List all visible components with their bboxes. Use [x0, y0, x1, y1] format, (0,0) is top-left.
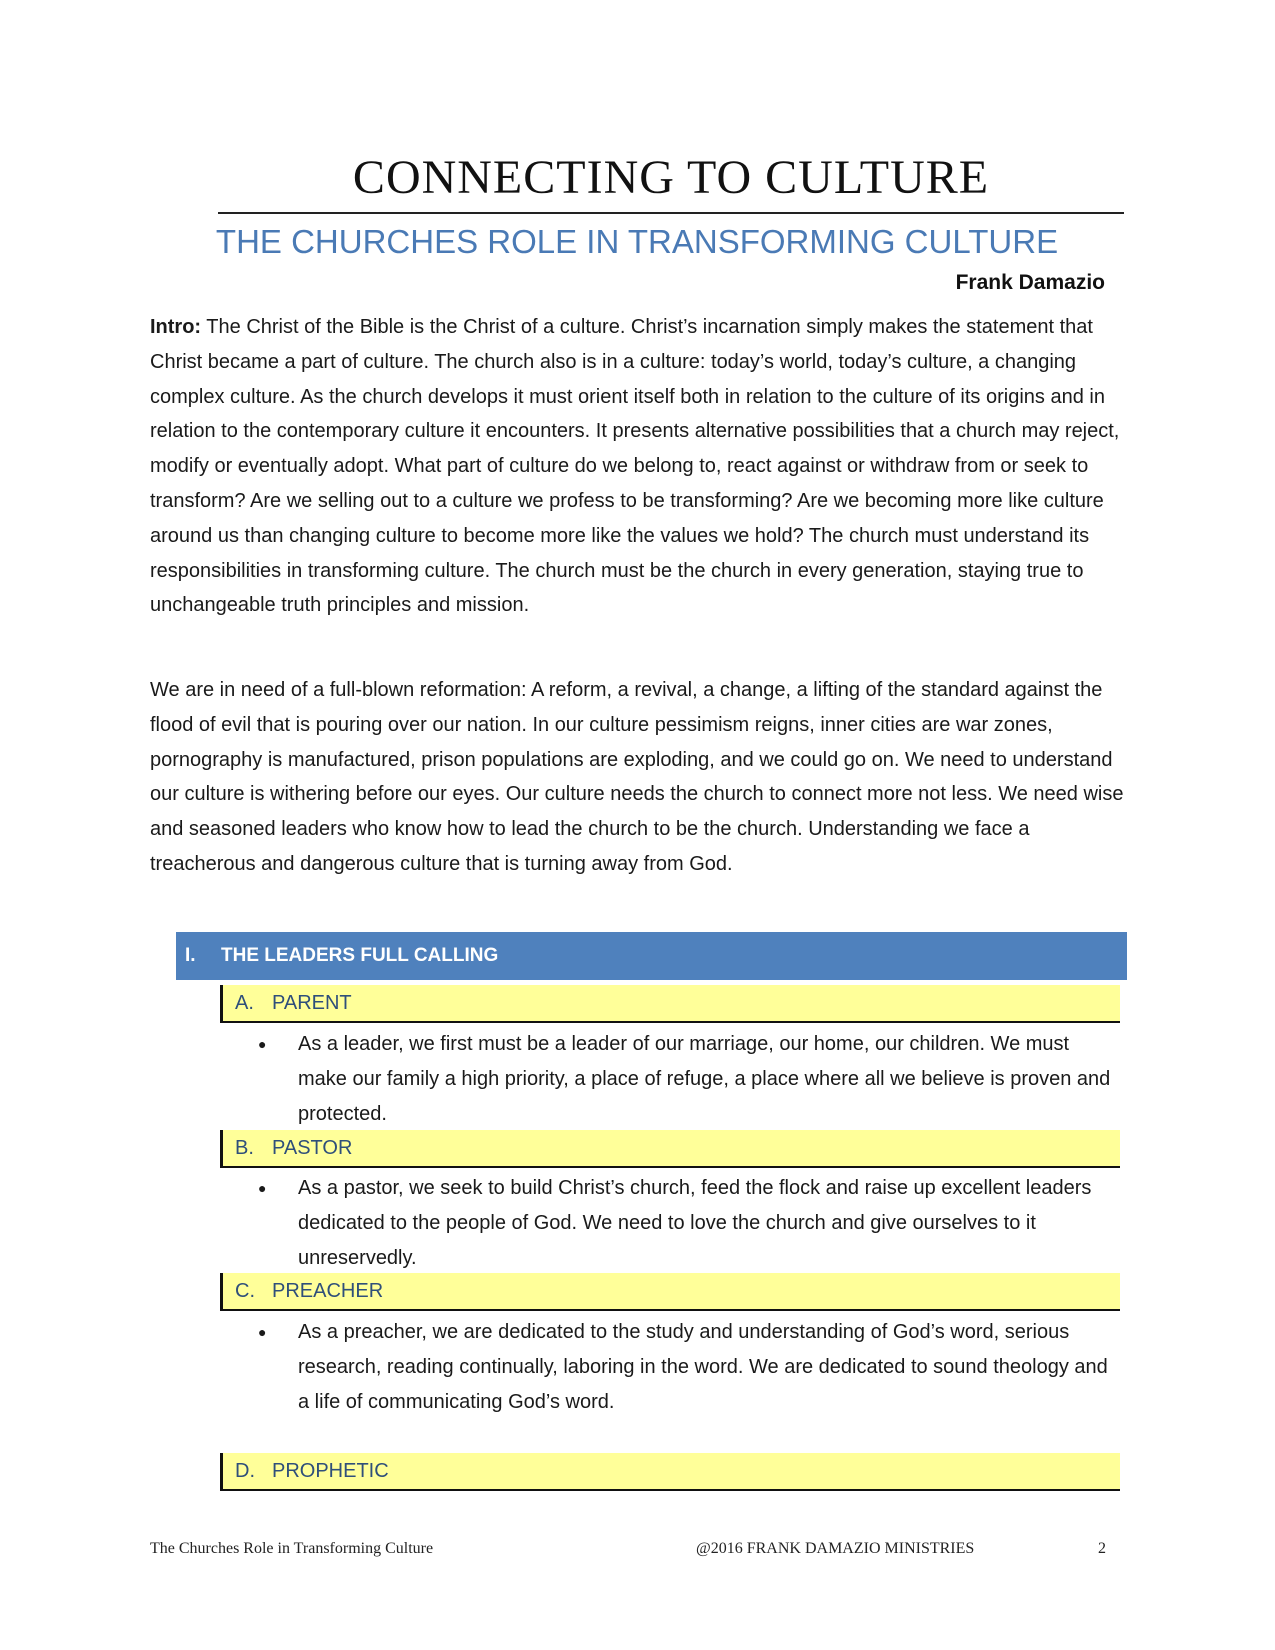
subsection-heading-prophetic — [220, 1453, 1120, 1491]
title-underline — [218, 212, 1124, 214]
subsection-letter: B. — [235, 1136, 254, 1159]
bullet-item-parent — [258, 1027, 1123, 1131]
footer-copyright: @2016 FRANK DAMAZIO MINISTRIES — [696, 1540, 975, 1557]
bullet-text: As a leader, we first must be a leader of our marriage, our home, our children. We must make our family a high priority, a place of refuge, a place where all we believe is proven and protected. — [298, 1033, 1111, 1125]
subsection-heading-preacher — [220, 1273, 1120, 1311]
footer-page-number: 2 — [1098, 1540, 1106, 1557]
bullet-item-pastor — [258, 1171, 1123, 1275]
subsection-letter: A. — [235, 991, 254, 1014]
subsection-heading-parent — [220, 985, 1120, 1023]
intro-paragraph-2: We are in need of a full-blown reformation: A reform, a revival, a change, a lifting of the standard against the flood of evil that is pouring over our nation. In our culture pessimism reigns, inner cities are war zones, pornography is manufactured, prison populations are exploding, and we could go on. We need to understand our culture is withering before our eyes. Our culture needs the church to connect more not less. We need wise and seasoned leaders who know how to lead the church to be the church. Understanding we face a treacherous and dangerous culture that is turning away from God. — [150, 679, 1124, 875]
subsection-title: PROPHETIC — [272, 1459, 389, 1482]
subsection-title: PASTOR — [272, 1136, 353, 1159]
subsection-letter: D. — [235, 1459, 255, 1482]
subsection-title: PARENT — [272, 991, 352, 1014]
bullet-item-preacher — [258, 1315, 1123, 1419]
intro-paragraph-1 — [150, 310, 1125, 623]
footer-document-title: The Churches Role in Transforming Culture — [150, 1540, 434, 1557]
intro-paragraph-1-text: The Christ of the Bible is the Christ of a culture. Christ’s incarnation simply makes the statement that Christ became a part of culture. The church also is in a culture: today’s world, today’s culture, a changing complex culture. As the church develops it must orient itself both in relation to the culture of its origins and in relation to the contemporary culture it encounters. It presents alternative possibilities that a church may reject, modify or eventually adopt. What part of culture do we belong to, react against or withdraw from or seek to transform? Are we selling out to a culture we profess to be transforming? Are we becoming more like culture around us than changing culture to become more like the values we hold? The church must understand its responsibilities in transforming culture. The church must be the church in every generation, staying true to unchangeable truth principles and mission. — [150, 316, 1120, 617]
subsection-title: PREACHER — [272, 1279, 384, 1302]
bullet-icon: ● — [258, 1036, 267, 1052]
bullet-text: As a preacher, we are dedicated to the study and understanding of God’s word, serious research, reading continually, laboring in the word. We are dedicated to sound theology and a life of communicating God’s word. — [298, 1321, 1108, 1413]
section-heading-leaders-calling — [176, 932, 1127, 980]
bullet-icon: ● — [258, 1180, 267, 1196]
bullet-text: As a pastor, we seek to build Christ’s church, feed the flock and raise up excellent leaders dedicated to the people of God. We need to love the church and give ourselves to it unreservedly. — [298, 1177, 1092, 1269]
intro-label: Intro: — [150, 316, 202, 338]
page-title: CONNECTING TO CULTURE — [352, 151, 990, 204]
section-number: I. — [185, 945, 196, 966]
subsection-letter: C. — [235, 1279, 255, 1302]
bullet-icon: ● — [258, 1324, 267, 1340]
section-title: THE LEADERS FULL CALLING — [221, 945, 499, 966]
subsection-heading-pastor — [220, 1130, 1120, 1168]
author-name: Frank Damazio — [955, 271, 1105, 294]
page-subtitle: THE CHURCHES ROLE IN TRANSFORMING CULTURE — [215, 223, 1059, 260]
